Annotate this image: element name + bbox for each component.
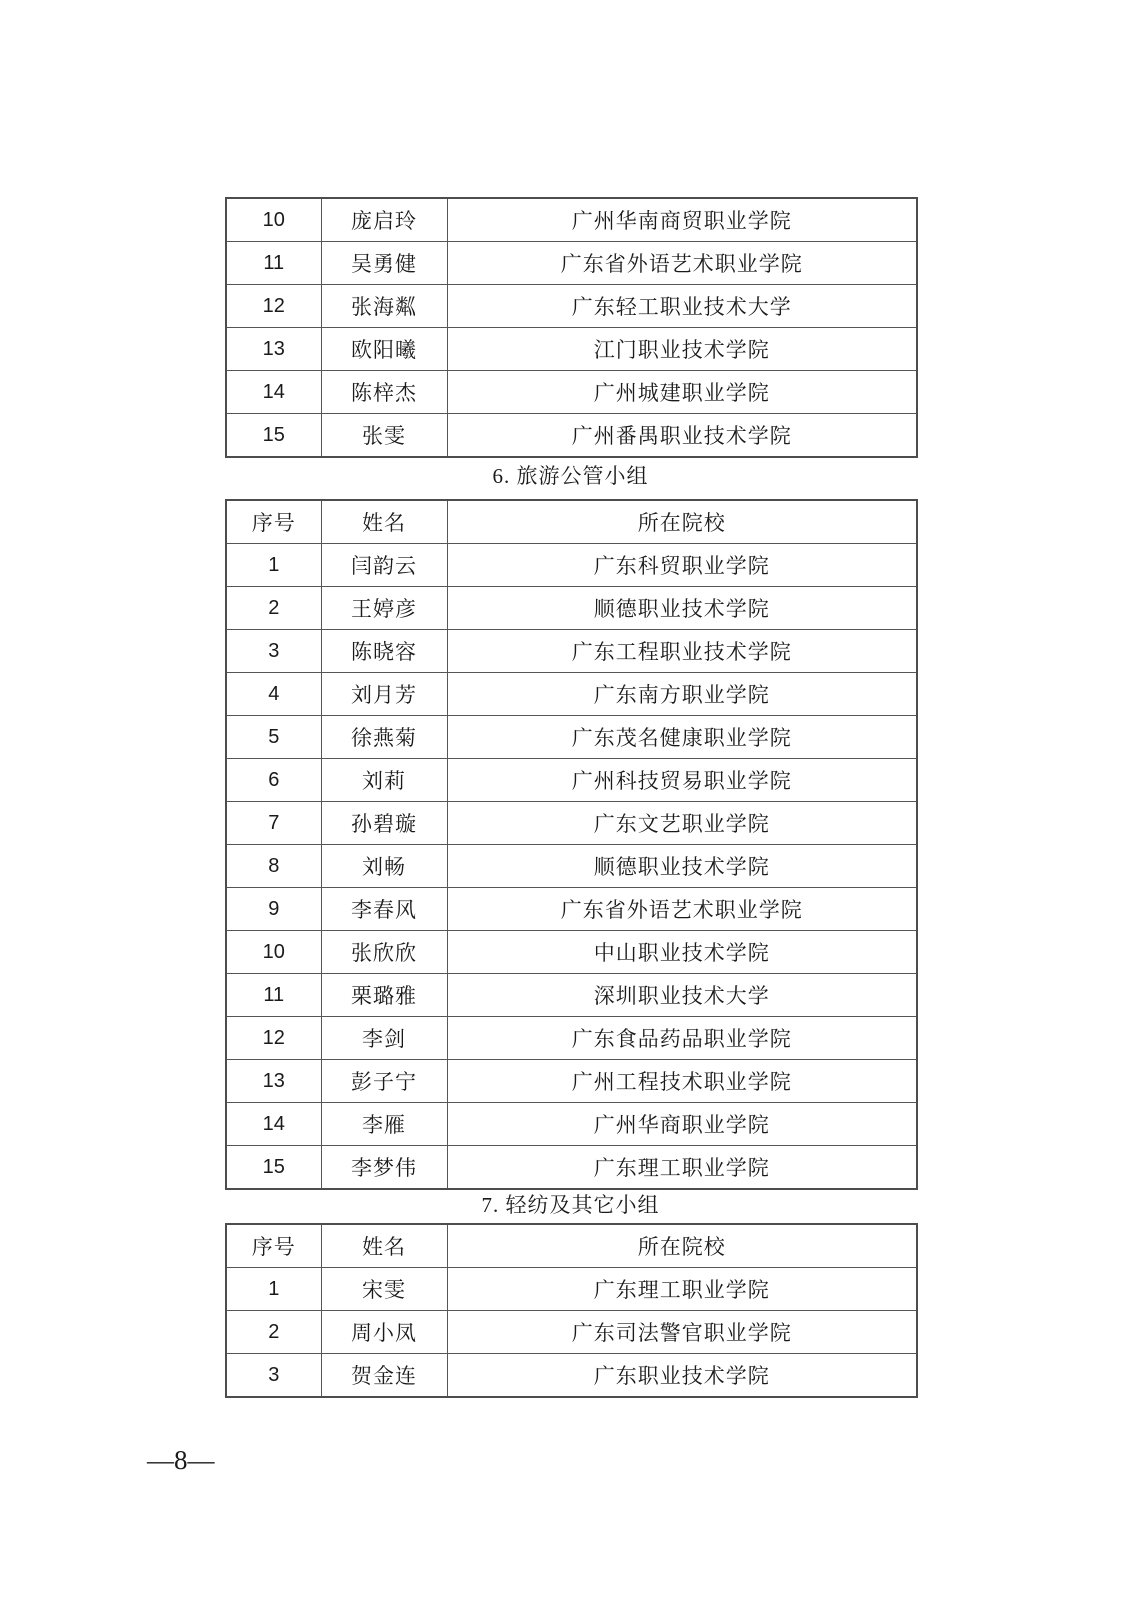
col-header-institution: 所在院校 — [447, 500, 917, 544]
col-header-index: 序号 — [226, 1224, 321, 1268]
row-number-cell: 10 — [226, 931, 321, 974]
name-cell: 闫韵云 — [321, 544, 447, 587]
table-row — [226, 544, 917, 587]
name-cell: 张雯 — [321, 414, 447, 458]
row-number-cell: 14 — [226, 371, 321, 414]
row-number-cell: 10 — [226, 198, 321, 242]
row-number-cell: 5 — [226, 716, 321, 759]
page-number: —8— — [147, 1445, 215, 1475]
institution-cell: 江门职业技术学院 — [447, 328, 917, 371]
group-5-table-body — [226, 198, 917, 457]
name-cell: 刘畅 — [321, 845, 447, 888]
col-header-name: 姓名 — [321, 1224, 447, 1268]
table-row — [226, 759, 917, 802]
table-row — [226, 1311, 917, 1354]
table-row — [226, 974, 917, 1017]
col-header-name: 姓名 — [321, 500, 447, 544]
name-cell: 陈晓容 — [321, 630, 447, 673]
institution-cell: 广州番禺职业技术学院 — [447, 414, 917, 458]
table-row — [226, 1017, 917, 1060]
table-row — [226, 371, 917, 414]
table-row — [226, 802, 917, 845]
name-cell: 欧阳曦 — [321, 328, 447, 371]
row-number-cell: 15 — [226, 1146, 321, 1190]
name-cell: 孙碧璇 — [321, 802, 447, 845]
name-cell: 李剑 — [321, 1017, 447, 1060]
section-7-title: 7. 轻纺及其它小组 — [481, 1193, 660, 1217]
institution-cell: 顺德职业技术学院 — [447, 845, 917, 888]
institution-cell: 广州科技贸易职业学院 — [447, 759, 917, 802]
row-number-cell: 11 — [226, 242, 321, 285]
name-cell: 刘月芳 — [321, 673, 447, 716]
row-number-cell: 6 — [226, 759, 321, 802]
group-7-header-row — [226, 1224, 917, 1268]
group-7-table-body — [226, 1268, 917, 1398]
institution-cell: 深圳职业技术大学 — [447, 974, 917, 1017]
table-row — [226, 198, 917, 242]
name-cell: 贺金连 — [321, 1354, 447, 1398]
name-cell: 李春风 — [321, 888, 447, 931]
institution-cell: 广州城建职业学院 — [447, 371, 917, 414]
row-number-cell: 11 — [226, 974, 321, 1017]
institution-cell: 广州工程技术职业学院 — [447, 1060, 917, 1103]
name-cell: 周小凤 — [321, 1311, 447, 1354]
institution-cell: 顺德职业技术学院 — [447, 587, 917, 630]
table-row — [226, 1354, 917, 1398]
name-cell: 王婷彦 — [321, 587, 447, 630]
name-cell: 张欣欣 — [321, 931, 447, 974]
institution-cell: 广东文艺职业学院 — [447, 802, 917, 845]
row-number-cell: 2 — [226, 1311, 321, 1354]
group-6-table-body — [226, 544, 917, 1190]
institution-cell: 广东理工职业学院 — [447, 1146, 917, 1190]
table-row — [226, 328, 917, 371]
institution-cell: 广东食品药品职业学院 — [447, 1017, 917, 1060]
group-6-header-row — [226, 500, 917, 544]
table-row — [226, 285, 917, 328]
institution-cell: 广东职业技术学院 — [447, 1354, 917, 1398]
institution-cell: 广东工程职业技术学院 — [447, 630, 917, 673]
row-number-cell: 4 — [226, 673, 321, 716]
row-number-cell: 8 — [226, 845, 321, 888]
institution-cell: 广东省外语艺术职业学院 — [447, 888, 917, 931]
institution-cell: 广东茂名健康职业学院 — [447, 716, 917, 759]
table-row — [226, 931, 917, 974]
row-number-cell: 13 — [226, 1060, 321, 1103]
row-number-cell: 2 — [226, 587, 321, 630]
row-number-cell: 15 — [226, 414, 321, 458]
name-cell: 彭子宁 — [321, 1060, 447, 1103]
row-number-cell: 13 — [226, 328, 321, 371]
col-header-index: 序号 — [226, 500, 321, 544]
institution-cell: 广东轻工职业技术大学 — [447, 285, 917, 328]
group-5-table-continued — [225, 197, 918, 458]
row-number-cell: 3 — [226, 1354, 321, 1398]
table-row — [226, 1060, 917, 1103]
table-row — [226, 1146, 917, 1190]
name-cell: 吴勇健 — [321, 242, 447, 285]
name-cell: 徐燕菊 — [321, 716, 447, 759]
section-6-title: 6. 旅游公管小组 — [492, 464, 649, 488]
name-cell: 张海粼 — [321, 285, 447, 328]
institution-cell: 广东理工职业学院 — [447, 1268, 917, 1311]
institution-cell: 广州华南商贸职业学院 — [447, 198, 917, 242]
table-row — [226, 845, 917, 888]
table-row — [226, 242, 917, 285]
row-number-cell: 14 — [226, 1103, 321, 1146]
institution-cell: 广东省外语艺术职业学院 — [447, 242, 917, 285]
row-number-cell: 3 — [226, 630, 321, 673]
row-number-cell: 1 — [226, 1268, 321, 1311]
row-number-cell: 12 — [226, 1017, 321, 1060]
table-row — [226, 587, 917, 630]
institution-cell: 中山职业技术学院 — [447, 931, 917, 974]
row-number-cell: 7 — [226, 802, 321, 845]
table-row — [226, 630, 917, 673]
name-cell: 栗璐雅 — [321, 974, 447, 1017]
table-row — [226, 888, 917, 931]
name-cell: 庞启玲 — [321, 198, 447, 242]
name-cell: 李雁 — [321, 1103, 447, 1146]
row-number-cell: 9 — [226, 888, 321, 931]
institution-cell: 广东司法警官职业学院 — [447, 1311, 917, 1354]
table-row — [226, 414, 917, 458]
table-row — [226, 716, 917, 759]
institution-cell: 广州华商职业学院 — [447, 1103, 917, 1146]
name-cell: 陈梓杰 — [321, 371, 447, 414]
group-7-table — [225, 1223, 918, 1398]
col-header-institution: 所在院校 — [447, 1224, 917, 1268]
name-cell: 宋雯 — [321, 1268, 447, 1311]
name-cell: 李梦伟 — [321, 1146, 447, 1190]
institution-cell: 广东科贸职业学院 — [447, 544, 917, 587]
table-row — [226, 1268, 917, 1311]
name-cell: 刘莉 — [321, 759, 447, 802]
row-number-cell: 1 — [226, 544, 321, 587]
group-6-table — [225, 499, 918, 1190]
row-number-cell: 12 — [226, 285, 321, 328]
institution-cell: 广东南方职业学院 — [447, 673, 917, 716]
table-row — [226, 1103, 917, 1146]
table-row — [226, 673, 917, 716]
